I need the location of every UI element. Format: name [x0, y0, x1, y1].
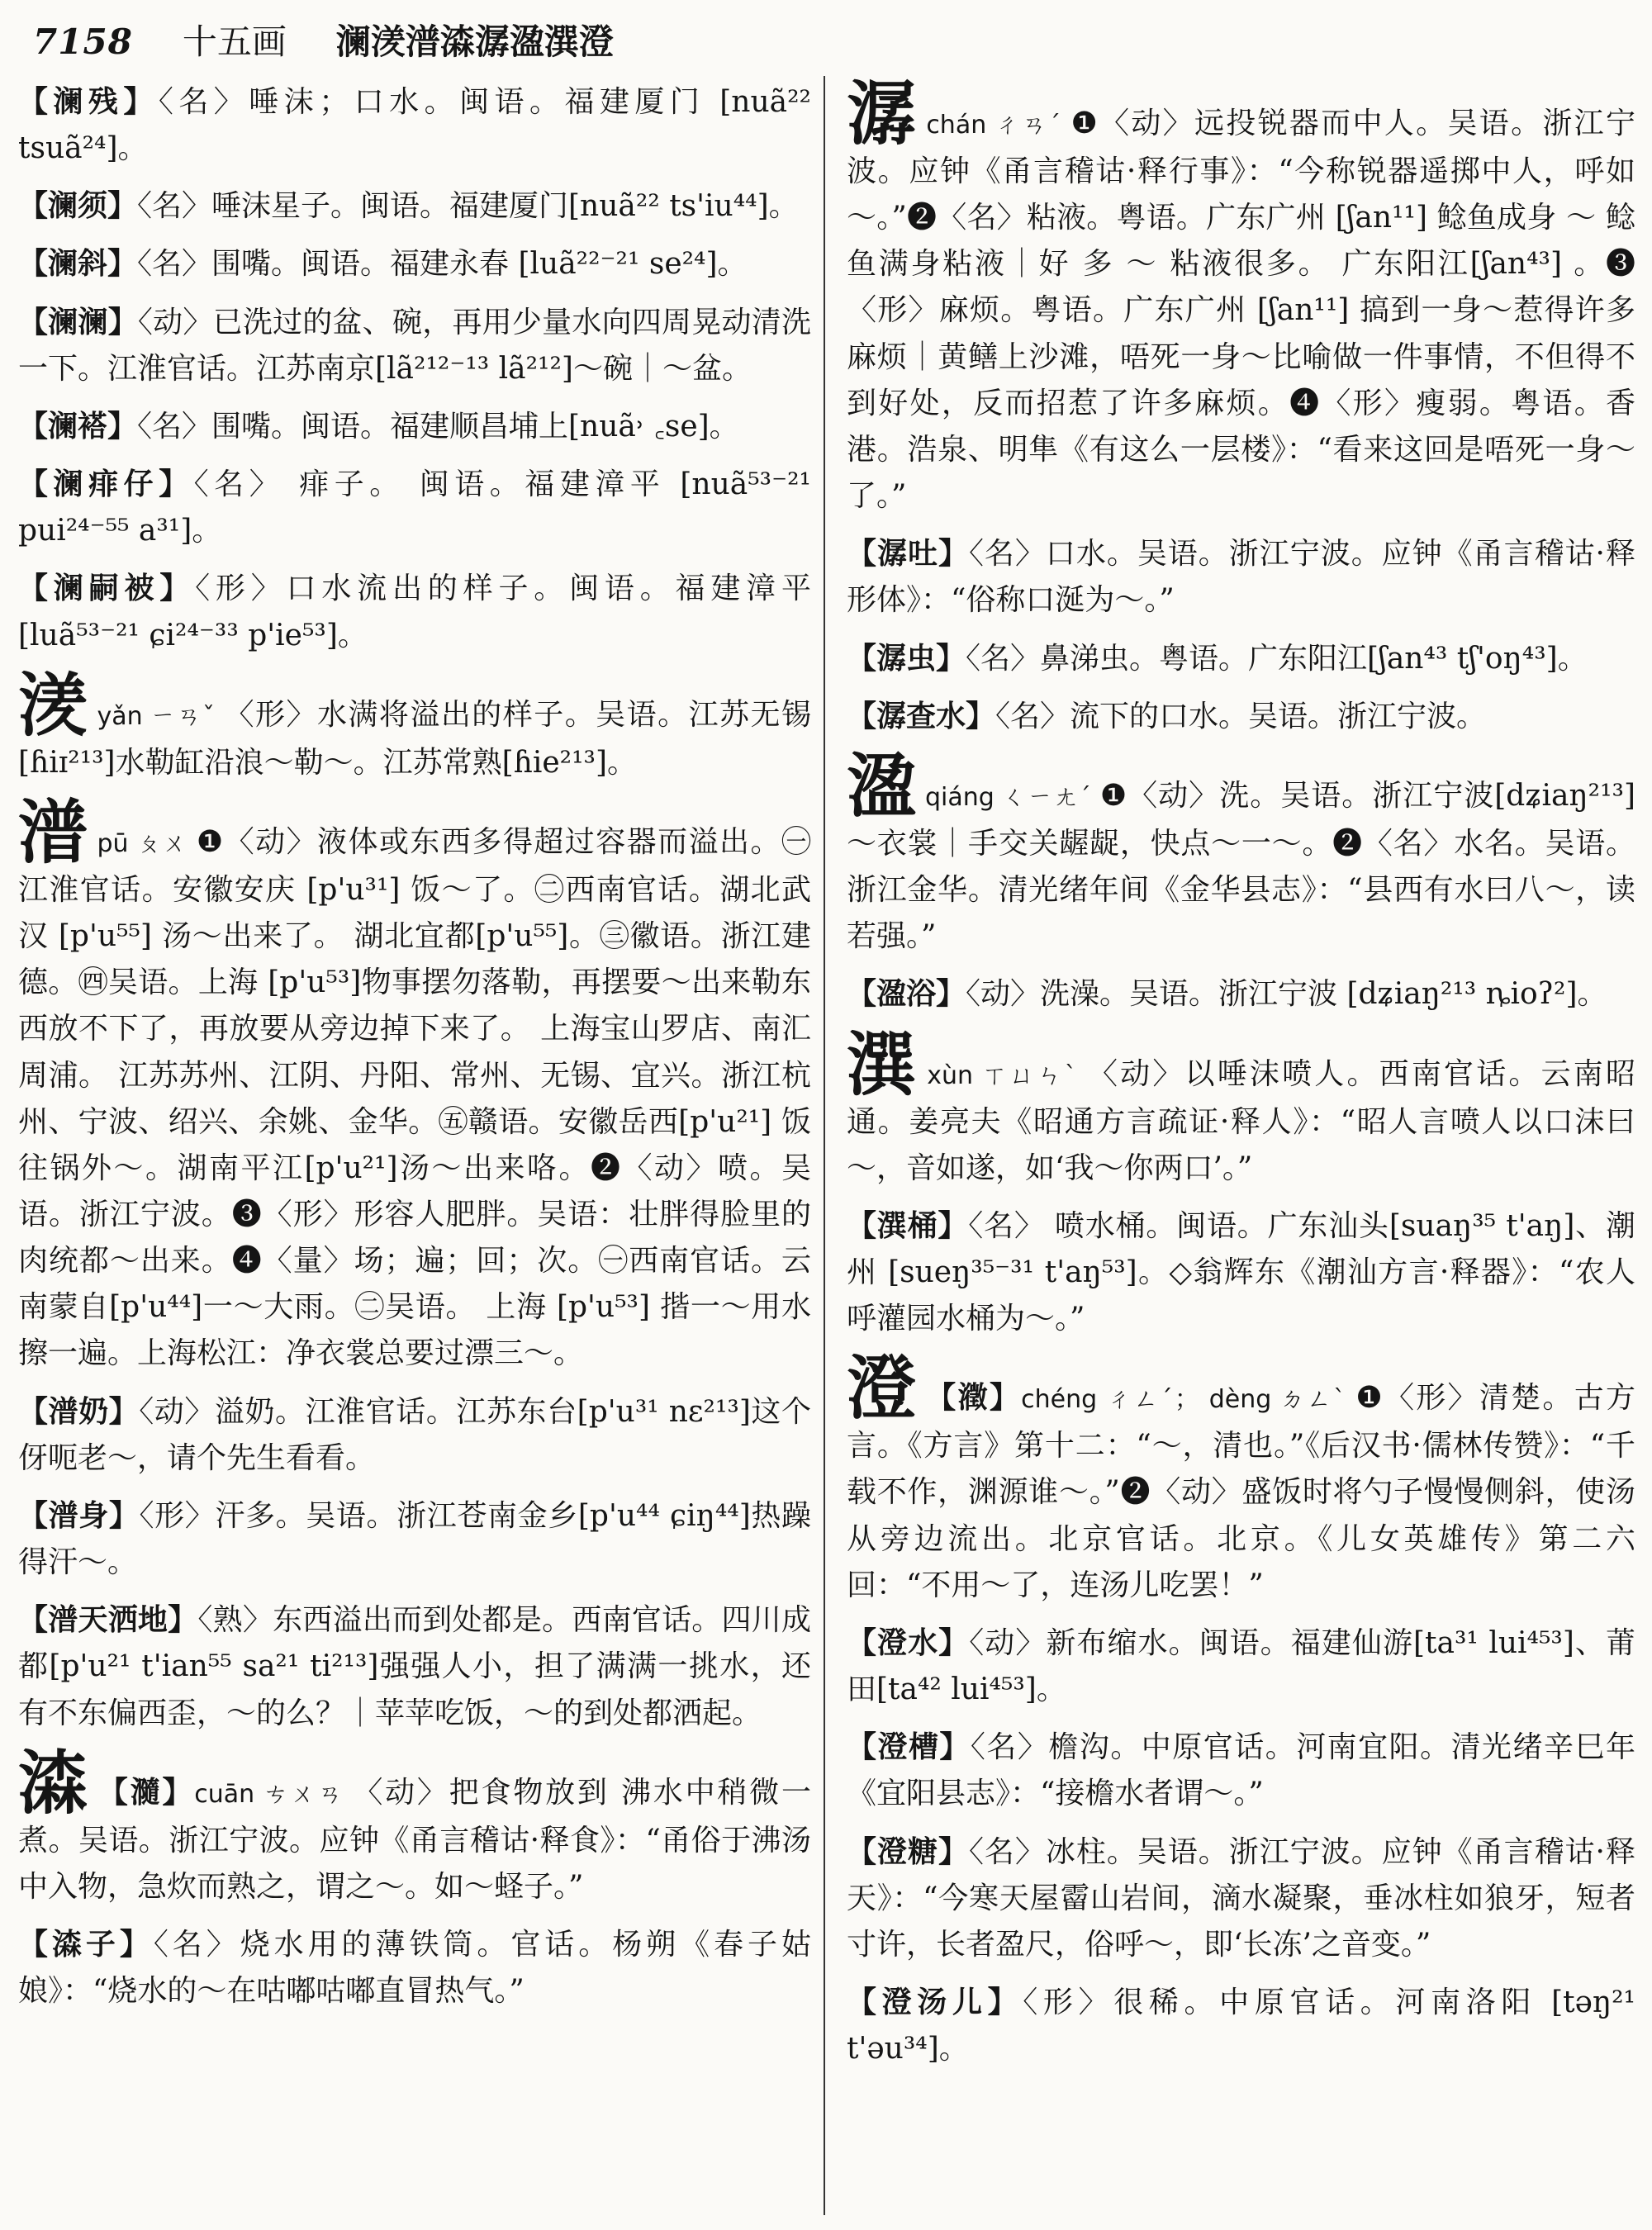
headword-entry [847, 74, 1635, 520]
pinyin: pū [97, 828, 129, 858]
right-column [847, 74, 1636, 2084]
compound-term: 【澄汤儿】 [847, 1986, 1023, 2019]
headword-character: 澄 [847, 1348, 919, 1430]
pinyin: xùn [927, 1060, 973, 1090]
entry-definition: ❶〈动〉液体或东西多得超过容器而溢出。㊀江淮官话。安徽安庆 [p'u³¹] 饭～了。㊁西南官话。湖北武汉 [p'u⁵⁵] 汤～出来了。 湖北宜都[p'u⁵⁵]。㊂徽语。浙江建德。㊃吴语。上海 [p'u⁵³]物事摆勿落勒，再摆要～出来勒东西放不下了，再放要从旁边掉下来了。 上海宝山罗店、南汇周浦。 江苏苏州、江阴、丹阳、常州、无锡、宜兴。浙江杭州、宁波、绍兴、余姚、金华。㊄赣语。安徽岳西[p'u²¹] 饭往锅外～。湖南平江[p'u²¹]汤～出来咯。❷〈动〉喷。吴语。浙江宁波。❸〈形〉形容人肥胖。吴语：壮胖得脸里的肉统都～出来。❹〈量〉场；遍；回；次。㊀西南官话。云南蒙自[p'u⁴⁴]一～大雨。㊁吴语。 上海 [p'u⁵³] 揩一～用水擦一遍。上海松江：净衣裳总要过漂三～。 [18, 824, 811, 1371]
compound-term: 【溋浴】 [847, 977, 966, 1012]
entry-definition: 〈名〉唾沫；口水。闽语。福建厦门 [nuã²² tsuã²⁴]。 [18, 85, 811, 166]
zhuyin: ㄒㄩㄣˋ [979, 1060, 1080, 1090]
headword-entry [847, 745, 1636, 960]
left-column [18, 79, 811, 2026]
entry-definition: ❶〈形〉清楚。古方言。《方言》第十二：“～，清也。”《后汉书·儒林传赞》：“千载不作，渊源谁～。”❷〈动〉盛饭时将勺子慢慢侧斜，使汤从旁边流出。北京官话。北京。《儿女英雄传》第二六回：“不用～了，连汤儿吃罢！” [847, 1381, 1635, 1602]
pinyin: chán [926, 111, 987, 140]
compound-term: 【澜痱仔】 [18, 467, 194, 502]
compound-term: 【澄水】 [847, 1625, 970, 1660]
entry-definition: ❶〈动〉洗。吴语。浙江宁波[dʑiaŋ²¹³] ～衣裳｜手交关龌龊，快点～一～。❷〈名〉水名。吴语。浙江金华。清光绪年间《金华县志》：“县西有水曰八～，读若强。” [847, 778, 1636, 954]
headword-entry [18, 664, 811, 786]
zhuyin: ㄔㄢˊ [993, 111, 1063, 140]
compound-term: 【澜褡】 [18, 409, 138, 444]
compound-entry [847, 636, 1635, 682]
compound-entry [18, 1389, 811, 1482]
compound-entry [18, 1922, 811, 2014]
compound-term: 【澄糖】 [847, 1834, 969, 1869]
compound-entry [847, 1829, 1635, 1968]
zhuyin: ㄧㄢˇ [149, 701, 216, 731]
compound-term: 【潹子】 [18, 1928, 154, 1962]
headword-character: 溋 [847, 745, 918, 827]
compound-entry [847, 1620, 1635, 1713]
entry-definition: 〈动〉溢奶。江淮官话。江苏东台[p'u³¹ nɛ²¹³]这个伢呃老～，请个先生看看。 [18, 1394, 811, 1475]
compound-term: 【潺吐】 [847, 537, 969, 572]
entry-definition: ❶〈动〉远投锐器而中人。吴语。浙江宁波。应钟《甬言稽诂·释行事》：“今称锐器遥掷中人，呼如～。”❷〈名〉粘液。粤语。广东广州 [ʃan¹¹] 鲶鱼成身 ～ 鲶鱼满身粘液｜好 多 ～ 粘液很多。 广东阳江[ʃan⁴³] 。❸〈形〉麻烦。粤语。广东广州 [ʃan¹¹] 搞到一身～惹得许多麻烦｜黄鳝上沙滩，唔死一身～比喻做一件事情，不但得不到好处，反而招惹了许多麻烦。❹〈形〉瘦弱。粤语。香港。浩泉、明隼《有这么一层楼》：“看来这回是唔死一身～了。” [847, 107, 1635, 514]
compound-entry [847, 1203, 1635, 1342]
entry-definition: 〈名〉鼻涕虫。粤语。广东阳江[ʃan⁴³ tʃ'oŋ⁴³]。 [966, 641, 1588, 676]
compound-term: 【澜斜】 [18, 247, 138, 282]
entry-definition: 〈动〉以唾沫喷人。西南官话。云南昭通。姜亮夫《昭通方言疏证·释人》：“昭人言喷人以口沫曰～，音如遂，如‘我～你两口’。” [847, 1056, 1635, 1185]
compound-term: 【澜澜】 [18, 305, 138, 339]
entry-definition: 〈形〉汗多。吴语。浙江苍南金乡[p'u⁴⁴ ɕiŋ⁴⁴]热躁得汗～。 [18, 1498, 811, 1580]
pinyin: cuān [194, 1779, 255, 1809]
headword-character: 潠 [847, 1023, 919, 1105]
page-number: 7158 [33, 21, 133, 62]
compound-term: 【潠桶】 [847, 1208, 969, 1243]
headword-entry [18, 1742, 811, 1910]
compound-entry [847, 971, 1635, 1018]
entry-definition: 〈名〉冰柱。吴语。浙江宁波。应钟《甬言稽诂·释天》：“今寒天屋霤山岩间，滴水凝聚，垂冰柱如狼牙，短者寸许，长者盈尺，俗呼～，即‘长冻’之音变。” [847, 1834, 1635, 1962]
zhuyin: ㄉㄥˋ [1278, 1385, 1348, 1415]
headword-character: 湵 [18, 664, 89, 746]
entry-definition: 〈动〉洗澡。吴语。浙江宁波 [dʑiaŋ²¹³ ȵioʔ²]。 [966, 977, 1607, 1012]
compound-entry [847, 1725, 1635, 1817]
entry-definition: 〈熟〉东西溢出而到处都是。西南官话。四川成都[p'u²¹ t'ian⁵⁵ sa²¹ ti²¹³]强强人小，担了满满一挑水，还有不东偏西歪，～的么？｜苹苹吃饭，～的到处都洒起。 [18, 1603, 811, 1730]
page-header [33, 15, 1619, 63]
compound-term: 【潺查水】 [847, 699, 996, 733]
compound-term: 【澜嗣被】 [18, 572, 196, 606]
entry-definition: 〈形〉口水流出的样子。闽语。福建漳平 [luã⁵³⁻²¹ ɕi²⁴⁻³³ p'ie⁵³]。 [18, 572, 811, 652]
entry-definition: 〈名〉唾沫星子。闽语。福建厦门[nuã²² ts'iu⁴⁴]。 [137, 189, 799, 224]
column-divider [824, 76, 825, 2215]
stroke-count-heading: 十五画 [182, 21, 287, 62]
compound-term: 【潽奶】 [18, 1394, 140, 1429]
header-characters: 澜湵潽潹潺溋潠澄 [335, 21, 614, 62]
zhuyin: ㄘㄨㄢ [261, 1779, 345, 1809]
compound-term: 【澜须】 [18, 189, 138, 224]
headword-character: 潹 [18, 1742, 90, 1824]
entry-definition: 〈名〉 痱子。 闽语。福建漳平 [nuã⁵³⁻²¹ pui²⁴⁻⁵⁵ a³¹]。 [18, 467, 811, 548]
headword-character: 潽 [18, 791, 89, 873]
entry-definition: 〈名〉烧水用的薄铁筒。官话。杨朔《春子姑娘》：“烧水的～在咕嘟咕嘟直冒热气。” [18, 1928, 811, 2009]
compound-entry [847, 694, 1635, 740]
compound-entry [18, 566, 811, 658]
zhuyin: ㄆㄨ [135, 828, 188, 858]
traditional-form: 【瀓】 [926, 1381, 1022, 1416]
pinyin: yǎn [97, 701, 143, 731]
entry-definition: 〈名〉口水。吴语。浙江宁波。应钟《甬言稽诂·释形体》：“俗称口涎为～。” [847, 537, 1635, 618]
headword-entry [847, 1023, 1635, 1192]
entry-definition: 〈名〉围嘴。闽语。福建顺昌埔上[nuã˒ ꜀se]。 [137, 409, 739, 444]
compound-entry [18, 1493, 811, 1586]
zhuyin: ㄑㄧㄤˊ [1000, 782, 1092, 812]
entry-definition: 〈名〉檐沟。中原官话。河南宜阳。清光绪辛巳年《宜阳县志》：“接檐水者谓～。” [847, 1730, 1635, 1811]
entry-definition: 〈动〉已洗过的盆、碗，再用少量水向四周晃动清洗一下。江淮官话。江苏南京[lã²¹²⁻¹³ lã²¹²]～碗｜～盆。 [18, 305, 811, 386]
compound-term: 【澄槽】 [847, 1730, 971, 1765]
compound-term: 【潽身】 [18, 1498, 140, 1533]
compound-entry [18, 462, 811, 554]
entry-definition: 〈形〉水满将溢出的样子。吴语。江苏无锡 [ɦiɪ²¹³]水勒缸沿浪～勒～。江苏常熟[ɦie²¹³]。 [18, 697, 811, 780]
compound-entry [847, 1980, 1635, 2072]
traditional-form: 【瀡】 [97, 1775, 195, 1810]
compound-entry [18, 1597, 811, 1736]
entry-definition: 〈动〉把食物放到 沸水中稍微一煮。吴语。浙江宁波。应钟《甬言稽诂·释食》：“甬俗于沸汤中入物，急炊而熟之，谓之～。如～蛏子。” [18, 1775, 811, 1904]
pinyin: chéng ㄔㄥˊ； dèng [1021, 1385, 1272, 1415]
headword-entry [18, 791, 811, 1378]
entry-definition: 〈名〉围嘴。闽语。福建永春 [luã²²⁻²¹ se²⁴]。 [137, 247, 748, 282]
entry-definition: 〈动〉新布缩水。闽语。福建仙游[ta³¹ lui⁴⁵³]、莆田[ta⁴² lui⁴⁵³]。 [847, 1625, 1635, 1707]
compound-entry [18, 300, 811, 392]
compound-entry [18, 79, 811, 172]
compound-term: 【澜残】 [18, 85, 159, 119]
compound-entry [847, 531, 1635, 624]
compound-entry [18, 241, 811, 287]
headword-character: 潺 [847, 74, 919, 154]
compound-entry [18, 404, 811, 450]
compound-term: 【潺虫】 [847, 641, 966, 676]
headword-entry [847, 1348, 1635, 1609]
pinyin: qiáng [925, 782, 995, 812]
entry-definition: 〈形〉很稀。中原官话。河南洛阳 [təŋ²¹ t'əu³⁴]。 [847, 1986, 1635, 2066]
entry-definition: 〈名〉 喷水桶。闽语。广东汕头[suaŋ³⁵ t'aŋ]、潮州 [sueŋ³⁵⁻³¹ t'aŋ⁵³]。◇翁辉东《潮汕方言·释器》：“农人呼灌园水桶为～。” [847, 1208, 1635, 1336]
compound-term: 【潽天洒地】 [18, 1603, 198, 1638]
compound-entry [18, 183, 811, 230]
entry-definition: 〈名〉流下的口水。吴语。浙江宁波。 [995, 699, 1487, 733]
